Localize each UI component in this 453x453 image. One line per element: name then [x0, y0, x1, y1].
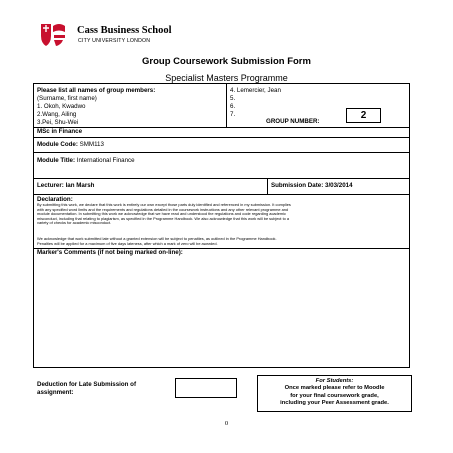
students-note-box: [257, 375, 412, 412]
module-code-value[interactable]: SMM113: [79, 141, 104, 148]
group-number-field[interactable]: 2: [346, 108, 381, 123]
group-number-label: GROUP NUMBER:: [266, 118, 320, 125]
divider: [34, 127, 409, 128]
divider: [34, 152, 409, 153]
module-code-row: [37, 141, 104, 148]
lecturer-label: Lecturer:: [37, 182, 64, 189]
member-3[interactable]: 3.Pei, Shu-Wei: [37, 119, 79, 126]
divider: [34, 178, 409, 179]
member-7[interactable]: 7.: [230, 111, 236, 118]
lecturer-row: [37, 182, 94, 189]
declaration-paragraph-1: [37, 203, 291, 226]
declaration-line: variety of checks for academic misconduct.: [37, 220, 112, 226]
members-subheading: (Surname, first name): [37, 95, 97, 102]
students-note-heading: For Students:: [315, 378, 354, 384]
member-1[interactable]: 1. Okoh, Kwadwo: [37, 103, 86, 110]
member-2[interactable]: 2.Wang, Ailing: [37, 111, 77, 118]
declaration-line: By submitting this work, we declare that this work is entirely our own except those parts duly identified and referenced in my submission. It complies: [37, 202, 291, 207]
declaration-paragraph-2: [37, 237, 277, 246]
late-deduction-field[interactable]: [175, 378, 237, 398]
late-submission-line: assignment:: [37, 388, 74, 396]
divider: [267, 178, 268, 194]
form-title: Group Coursework Submission Form: [142, 56, 311, 67]
submission-date-row: [271, 182, 353, 189]
declaration-heading: Declaration:: [37, 196, 73, 203]
declaration-line: with any specified word limits and the requirements and regulations detailed in the coursework instructions and any other relevant programme and: [37, 206, 289, 212]
programme-name: MSc in Finance: [37, 128, 83, 135]
lecturer-value[interactable]: Ian Marsh: [65, 182, 95, 189]
late-submission-line: Deduction for Late Submission of: [37, 381, 137, 388]
submission-date-value[interactable]: 3/03/2014: [325, 182, 353, 189]
students-note-line: including your Peer Assessment grade.: [280, 399, 389, 406]
declaration-line: We acknowledge that work submitted late without a granted extension will be subject to penalties, as outlined in the Programme Handbook.: [37, 236, 277, 241]
students-note-line: Once marked please refer to Moodle: [284, 385, 385, 392]
members-divider: [226, 84, 227, 127]
programme-title: Specialist Masters Programme: [165, 73, 288, 83]
submission-date-label: Submission Date:: [271, 182, 324, 189]
module-title-label: Module Title:: [37, 157, 76, 164]
markers-comments-label: Marker's Comments (if not being marked on-line):: [37, 249, 183, 256]
divider: [34, 137, 409, 138]
late-submission-label: [37, 381, 136, 396]
cass-crest-logo: [37, 20, 71, 50]
member-6[interactable]: 6.: [230, 103, 236, 110]
member-4[interactable]: 4. Lemercier, Jean: [230, 87, 281, 94]
module-title-value[interactable]: International Finance: [76, 157, 135, 164]
member-5[interactable]: 5.: [230, 95, 236, 102]
declaration-line: misconduct, including that relating to plagiarism, as specified in the Programme Handbook. We also acknowledge that this work will be subject to a: [37, 215, 290, 221]
declaration-line: Penalties will be applied for a maximum of five days lateness, after which a mark of zero will be awarded.: [37, 240, 218, 246]
students-note-line: for your final coursework grade,: [290, 392, 379, 399]
module-code-label: Module Code:: [37, 141, 78, 148]
submission-form: [33, 83, 410, 368]
school-name: Cass Business School: [77, 25, 172, 36]
members-heading: Please list all names of group members:: [37, 87, 156, 94]
school-subtitle: CITY UNIVERSITY LONDON: [78, 38, 151, 44]
divider: [34, 194, 409, 195]
declaration-line: module documentation. In submitting this work we acknowledge that we have read and understood the regulations and code regarding academic: [37, 211, 286, 217]
page-number: 0: [224, 420, 229, 427]
module-title-row: [37, 157, 135, 164]
